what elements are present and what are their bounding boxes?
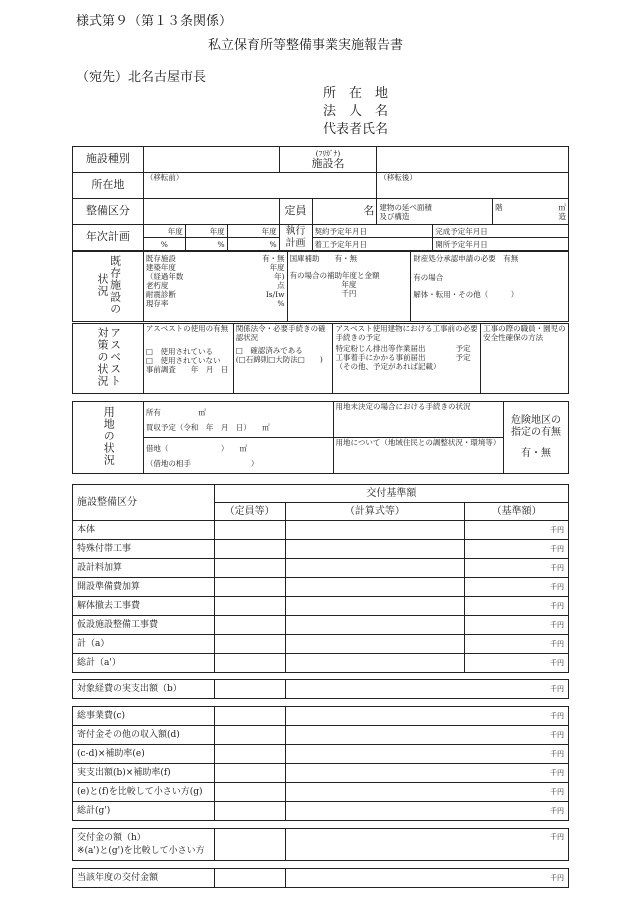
asbestos-safety: 工事の際の職員・園児の安全性確保の方法: [481, 324, 569, 394]
opening-date-label: 開所予定年月日: [435, 239, 488, 249]
year-unit: 年度: [261, 226, 277, 236]
page-title: 私立保育所等整備事業実施報告書: [208, 38, 404, 53]
pct-unit: %: [269, 239, 277, 249]
grant-label: 交付金の額（h） ※(a')と(g')を比較して小さい方: [73, 829, 215, 861]
furigana-label: (ﾌﾘｶﾞﾅ): [315, 148, 341, 158]
after-move-label: （移転後）: [379, 173, 417, 182]
pct-unit: %: [160, 239, 168, 249]
area-unit: ㎡: [558, 202, 566, 212]
grant-table: 交付金の額（h） ※(a')と(g')を比較して小さい方 千円: [72, 828, 569, 861]
asbestos-section-label: アスベスト対策の状況: [95, 326, 122, 387]
category-field[interactable]: [143, 199, 279, 225]
cost-row-label: 計（a）: [73, 635, 215, 654]
completion-date-label: 完成予定年月日: [435, 226, 488, 236]
facility-name-field[interactable]: [377, 147, 569, 173]
cost-row-label: 総計（a'）: [73, 654, 215, 673]
calc-row-label: 総事業費(c): [73, 707, 215, 726]
hazard-area: 危険地区の指定の有無 有・無: [504, 402, 569, 474]
annual-plan-label: 年次計画: [73, 225, 144, 251]
existing-section-label: 既存施設の状況: [95, 254, 122, 315]
year-unit: 年度: [167, 226, 183, 236]
cost-row-label: 解体撤去工事費: [73, 597, 215, 616]
col-capacity: （定員等）: [214, 503, 285, 521]
calc-row-label: 実支出額(b)×補助率(f): [73, 764, 215, 783]
land-lease: 借地（ ） ㎡ （借地の相手 ）: [143, 438, 333, 474]
cost-row-label: 設計料加算: [73, 559, 215, 578]
year-3-field[interactable]: [227, 225, 279, 238]
floors-unit: 階: [495, 202, 503, 212]
calc-row-label: 総計(g'): [73, 802, 215, 821]
capacity-label: 定員: [279, 199, 312, 225]
land-undecided: 用地未決定の場合における手続きの状況: [333, 402, 504, 438]
pct-2-field[interactable]: [185, 238, 227, 251]
structure-unit: 造: [558, 211, 566, 221]
land-neighbors: 用地について（地域住民との調整状況・環境等）: [333, 438, 504, 474]
exec-plan-label: 執行計画: [279, 225, 312, 251]
disposal-details: 財産処分承認申請の必要 有無 有の場合 解体・転用・その他（ ）: [411, 252, 569, 322]
before-move-label: （移転前）: [145, 173, 184, 182]
existing-facility-table: [72, 251, 569, 322]
applicant-address-label: 所 在 地: [323, 86, 389, 101]
building-area-label: 建物の延べ面積: [379, 202, 432, 212]
asbestos-law: 関係法令・必要手続きの確認状況 □ 確認済みである (□石綿則□大防法□ ): [233, 324, 333, 394]
form-number: 様式第９（第１３条関係）: [76, 14, 233, 29]
location-before-field[interactable]: [143, 173, 377, 199]
building-area-field[interactable]: [493, 199, 569, 225]
year-grant-table: 当該年度の交付金額 千円: [72, 868, 569, 888]
col-amount: （基準額）: [465, 503, 569, 521]
land-section-label: 用地の状況: [102, 405, 116, 466]
year-unit: 年度: [209, 226, 225, 236]
completion-date-field[interactable]: [433, 225, 569, 238]
calc-table: 総事業費(c) 千円 寄付金その他の収入額(d) 千円 (c-d)×補助率(e) 千円 実支出額(b)×補助率(f) 千円 (e)と(f)を比較して小さい方(g) 千円 総計(g') 千円: [72, 706, 569, 821]
asbestos-use: アスベストの使用の有無 □ 使用されている □ 使用されていない 事前調査 年 月 日: [143, 324, 233, 394]
land-table: [72, 401, 569, 474]
cost-table: 施設整備区分 交付基準額 （定員等） （計算式等） （基準額） 本体 千円 特殊付帯工事 千円 設計料加算 千円 開設準備費加算 千円 解体撤去工事費 千円 仮設施設整備工事費 千円 計（a） 千円 総計（a'） 千円: [72, 484, 569, 673]
start-date-label: 着工予定年月日: [314, 239, 368, 249]
capacity-field[interactable]: [312, 199, 377, 225]
year-2-field[interactable]: [185, 225, 227, 238]
opening-date-field[interactable]: [433, 238, 569, 251]
pct-unit: %: [217, 239, 225, 249]
applicant-rep-label: 代表者氏名: [323, 122, 389, 137]
calc-row-label: (c-d)×補助率(e): [73, 745, 215, 764]
facility-type-field[interactable]: [143, 147, 279, 173]
location-after-field[interactable]: [377, 173, 569, 199]
asbestos-table: [72, 323, 569, 394]
cost-row-label: 本体: [73, 521, 215, 540]
facility-name-label: 施設名: [311, 156, 345, 170]
subsidy-details: 国庫補助 有・無 有の場合の補助年度と金額 年度 千円: [287, 252, 411, 322]
cost-row-label: 開設準備費加算: [73, 578, 215, 597]
location-label: 所在地: [73, 173, 144, 199]
col-formula: （計算式等）: [285, 503, 465, 521]
target-expense-table: 対象経費の実支出額（b） 千円: [72, 679, 569, 699]
capacity-unit: 名: [363, 204, 375, 218]
pct-1-field[interactable]: [143, 238, 185, 251]
calc-row-label: 寄付金その他の収入額(d): [73, 726, 215, 745]
target-label: 対象経費の実支出額（b）: [73, 680, 215, 699]
calc-row-label: (e)と(f)を比較して小さい方(g): [73, 783, 215, 802]
applicant-corp-label: 法 人 名: [323, 104, 389, 119]
land-owned-purchase: 所有 ㎡ 買収予定（令和 年 月 日） ㎡: [143, 402, 333, 438]
category-label: 整備区分: [73, 199, 144, 225]
cost-row-label: 仮設施設整備工事費: [73, 616, 215, 635]
year-grant-label: 当該年度の交付金額: [73, 869, 215, 888]
year-1-field[interactable]: [143, 225, 185, 238]
start-date-field[interactable]: [312, 238, 433, 251]
facility-table: [72, 146, 569, 251]
category-header: 施設整備区分: [73, 485, 215, 521]
cost-row-label: 特殊付帯工事: [73, 540, 215, 559]
standard-header: 交付基準額: [214, 485, 568, 503]
pct-3-field[interactable]: [227, 238, 279, 251]
facility-type-label: 施設種別: [73, 147, 144, 173]
contract-date-label: 契約予定年月日: [314, 226, 368, 236]
contract-date-field[interactable]: [312, 225, 433, 238]
asbestos-procedure: アスベスト使用建物における工事前の必要手続きの予定 特定粉じん排出等作業届出 予定 工事着手にかかる事前届出 予定 （その他、予定があれば記載）: [333, 324, 481, 394]
existing-details: 既存施設 有・無 建築年度 年度 （経過年数 年) 老朽度 点 耐震診断 Is/Iw 現存率 %: [143, 252, 287, 322]
addressee: （宛先）北名古屋市長: [76, 70, 207, 85]
structure-label: 及び構造: [379, 211, 410, 221]
